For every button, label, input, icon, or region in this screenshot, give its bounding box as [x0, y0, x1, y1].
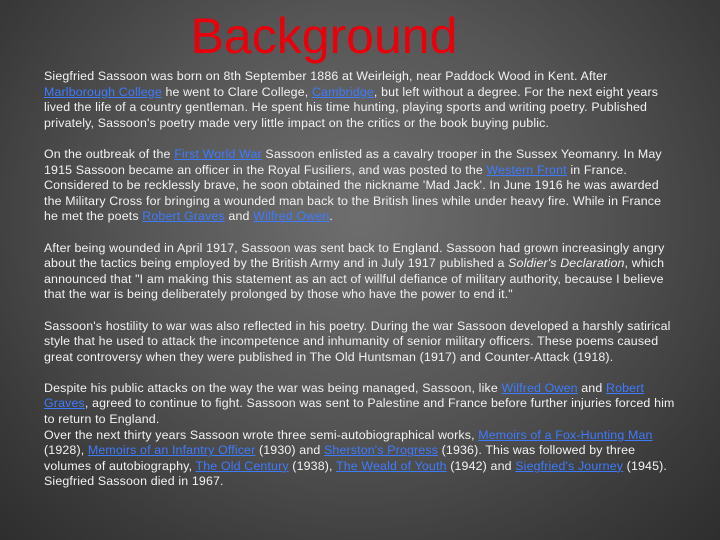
link-wilfred-owen-2[interactable]: Wilfred Owen [501, 380, 578, 395]
paragraph-war-outbreak: On the outbreak of the First World War Sassoon enlisted as a cavalry trooper in the Sussex Yeomanry. In May 1915 Sassoon became an officer in the Royal Fusiliers, and was posted to the Western Front in France. Considered to be recklessly brave, he soon obtained the nickname 'Mad Jack'. In June 1916 he was awarded the Military Cross for bringing a wounded man back to the British lines while under heavy fire. While in France he met the poets Robert Graves and Wilfred Owen. [44, 146, 662, 224]
paragraph-declaration: After being wounded in April 1917, Sassoon was sent back to England. Sassoon had grown increasingly angry about the tactics being employed by the British Army and in July 1917 published a Soldier's Declaration, which announced that "I am making this statement as an act of willful defiance of military authority, because I believe that the war is being deliberately prolonged by those who have the power to end it." [44, 240, 665, 302]
link-the-old-century[interactable]: The Old Century [195, 458, 289, 473]
link-weald-of-youth[interactable]: The Weald of Youth [335, 458, 447, 473]
link-memoirs-infantry-officer[interactable]: Memoirs of an Infantry Officer [87, 443, 256, 458]
link-robert-graves-2[interactable]: Robert Graves [44, 380, 645, 411]
link-cambridge[interactable]: Cambridge [311, 84, 374, 99]
link-sherstons-progress[interactable]: Sherston's Progress [324, 443, 439, 458]
slide-body [44, 69, 676, 490]
paragraph-works: Over the next thirty years Sassoon wrote three semi-autobiographical works, Memoirs of a Fox-Hunting Man (1928), Memoirs of an Infantry Officer (1930) and Sherston's Progress (1936). This was followed by three volumes of autobiography, The Old Century (1938), The Weald of Youth (1942) and Siegfried's Journey (1945). [44, 427, 667, 473]
link-wilfred-owen[interactable]: Wilfred Owen [253, 209, 330, 224]
paragraph-poetry: Sassoon's hostility to war was also reflected in his poetry. During the war Sassoon developed a harshly satirical style that he used to attack the incompetence and inhumanity of senior military officers. These poems caused great controversy when they were published in The Old Huntsman (1917) and Counter-Attack (1918). [44, 318, 671, 364]
slide-title: Background [190, 8, 458, 64]
paragraph-death: Siegfried Sassoon died in 1967. [44, 474, 224, 489]
paragraph-continue-fight: Despite his public attacks on the way the war was being managed, Sassoon, like Wilfred Owen and Robert Graves, agreed to continue to fight. Sassoon was sent to Palestine and France before further injuries forced him to return to England. [44, 380, 675, 427]
link-memoirs-fox-hunting-man[interactable]: Memoirs of a Fox-Hunting Man [478, 427, 653, 442]
paragraph-birth: Siegfried Sassoon was born on 8th September 1886 at Weirleigh, near Paddock Wood in Kent. After Marlborough College he went to Clare College, Cambridge, but left without a degree. For the next eight years lived the life of a country gentleman. He spent his time hunting, playing sports and writing poetry. Published privately, Sassoon's poetry made very little impact on the critics or the book buying public. [44, 69, 659, 130]
link-siegfrieds-journey[interactable]: Siegfried's Journey [515, 458, 624, 473]
link-robert-graves[interactable]: Robert Graves [142, 209, 225, 224]
link-marlborough-college[interactable]: Marlborough College [44, 84, 162, 99]
link-first-world-war[interactable]: First World War [174, 146, 262, 161]
link-western-front[interactable]: Western Front [486, 162, 567, 177]
soldiers-declaration-title: Soldier's Declaration [508, 256, 625, 271]
